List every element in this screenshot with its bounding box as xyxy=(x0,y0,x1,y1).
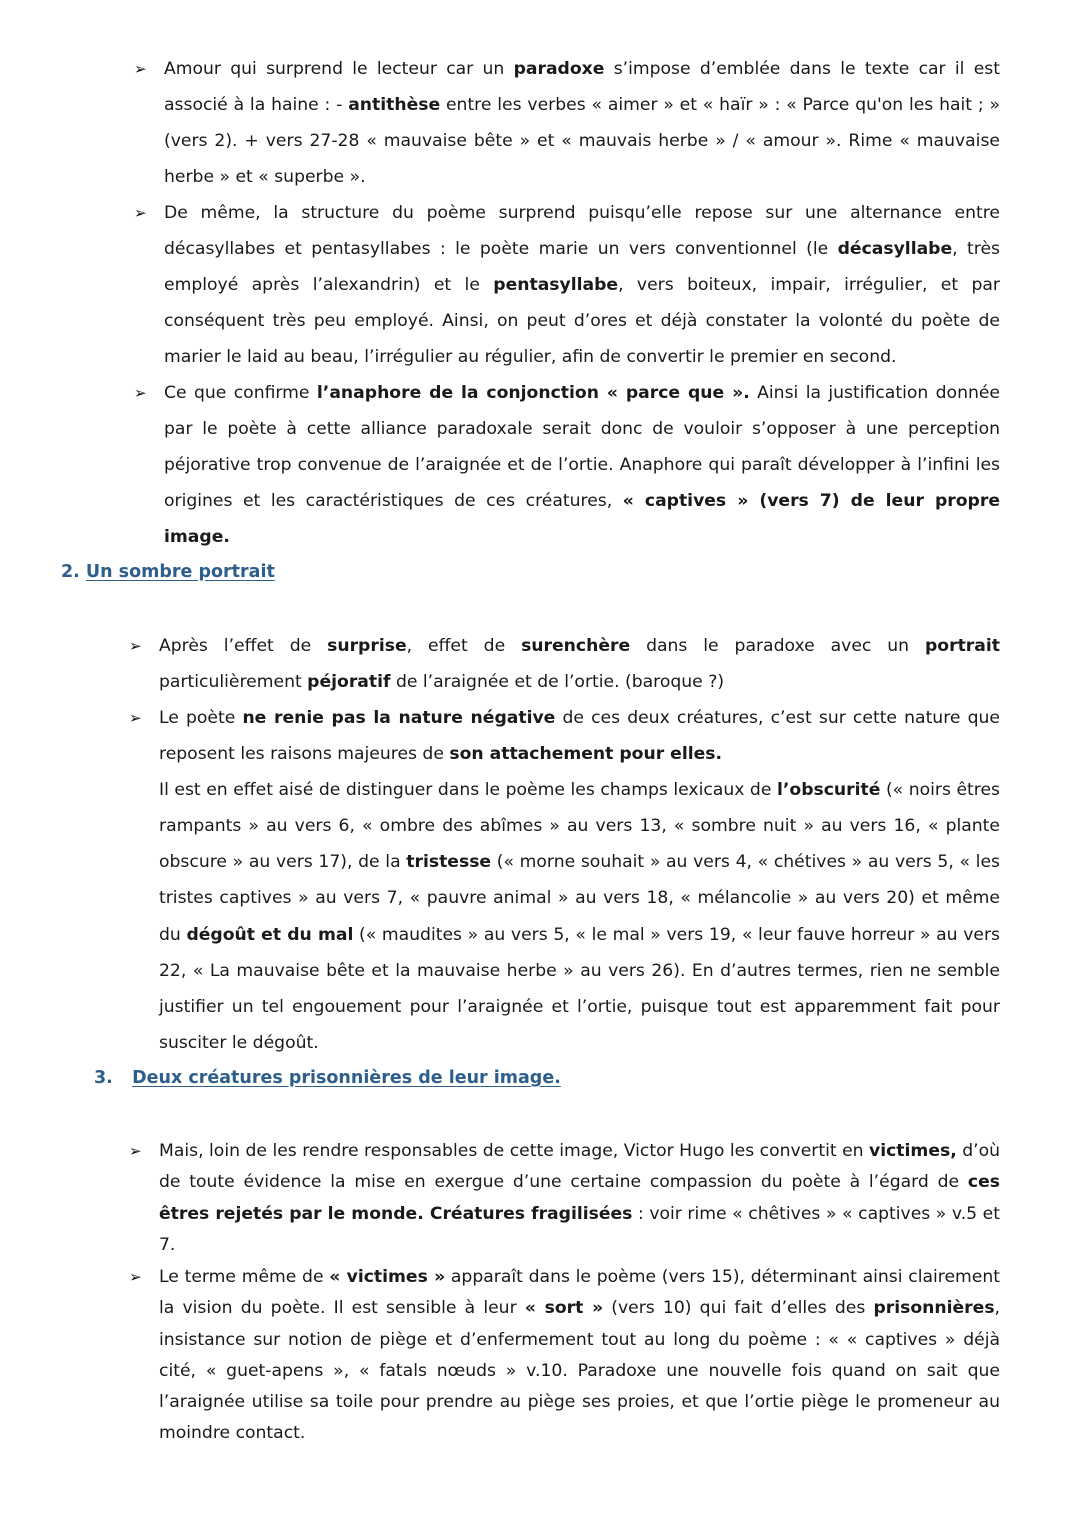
bullet-victimes xyxy=(129,1136,1000,1261)
heading-number: 2. xyxy=(61,562,80,582)
bold-text-run: pentasyllabe xyxy=(493,275,619,296)
bold-text-run: « captives » (vers 7) de leur propre image. xyxy=(164,491,1000,548)
bullet-anaphore xyxy=(134,375,1000,555)
text-run: (vers 10) qui fait d’elles des xyxy=(603,1298,874,1319)
paragraph xyxy=(164,51,1000,195)
text-run: Mais, loin de les rendre responsables de cette image, Victor Hugo les convertit en xyxy=(159,1141,870,1161)
text-run: (« maudites » au vers 5, « le mal » vers 19, « leur fauve horreur » au vers 22, « La mauvaise bête et la mauvaise herbe » au vers 26). En d’autres termes, rien ne semble justifier un tel engouement pour l’araignée et l’ortie, puisque tout est apparemment fait pour susciter le dégoût. xyxy=(159,924,1000,1053)
paragraph xyxy=(159,628,1000,700)
text-run: Amour qui surprend le lecteur car un xyxy=(164,59,514,79)
text-run: Ainsi la justification donnée par le poète à cette alliance paradoxale serait donc de vouloir s’opposer à une perception péjorative trop convenue de l’araignée et de l’ortie. Anaphore qui paraît développer à l’infini les origines et les caractéristiques de ces créatures, xyxy=(164,383,1001,512)
arrow-bullet-icon: ➢ xyxy=(129,1142,142,1160)
arrow-bullet-icon: ➢ xyxy=(129,1268,142,1286)
heading-title: Deux créatures prisonnières de leur image. xyxy=(132,1068,561,1088)
text-run: Il est en effet aisé de distinguer dans le poème les champs lexicaux de xyxy=(159,780,777,801)
text-run: particulièrement xyxy=(159,672,308,693)
bullet-amour-paradoxe xyxy=(134,51,1000,195)
text-run: (« morne souhait » au vers 4, « chétives » au vers 5, « les tristes captives » au vers 7, « pauvre animal » au vers 18, « mélancolie » au vers 20) et même du xyxy=(159,852,1000,945)
bullet-surprise xyxy=(129,628,1000,700)
bold-text-run: l’anaphore de la conjonction « parce que ». xyxy=(316,383,750,403)
bullet-terme-victimes xyxy=(129,1262,1000,1450)
arrow-bullet-icon: ➢ xyxy=(134,384,147,402)
text-run: Après l’effet de xyxy=(159,636,328,656)
bold-text-run: surprise xyxy=(327,636,407,656)
paragraph xyxy=(159,1136,1000,1261)
arrow-bullet-icon: ➢ xyxy=(134,60,147,78)
text-run: de ces deux créatures, c’est sur cette nature que reposent les raisons majeures de xyxy=(159,708,1000,765)
heading-title: Un sombre portrait xyxy=(85,562,275,582)
text-run: de l’araignée et de l’ortie. (baroque ?) xyxy=(390,672,725,693)
bold-text-run: dégoût et du mal xyxy=(186,924,354,945)
text-run: De même, la structure du poème surprend puisqu’elle repose sur une alternance entre décasyllabes et pentasyllabes : le poète marie un vers conventionnel (le xyxy=(164,203,1000,260)
text-run: , insistance sur notion de piège et d’enfermement tout au long du poème : « « captives » déjà cité, « guet-apens », « fatals nœuds » v.10. Paradoxe une nouvelle fois quand on sait que l’araignée utilise sa toile pour prendre au piège ses proies, et que l’ortie piège le promeneur au moindre contact. xyxy=(159,1298,1001,1444)
arrow-bullet-icon: ➢ xyxy=(134,204,147,222)
paragraph xyxy=(164,375,1000,555)
bold-text-run: prisonnières xyxy=(873,1298,995,1319)
text-run: dans le paradoxe avec un xyxy=(630,636,925,656)
bold-text-run: portrait xyxy=(925,636,1000,656)
heading-number: 3. xyxy=(94,1068,113,1088)
bold-text-run: décasyllabe xyxy=(837,239,953,260)
bullet-nature-negative xyxy=(129,700,1000,1061)
text-run: Le poète xyxy=(159,708,243,728)
text-run: s’impose d’emblée dans le texte car il est associé à la haine : - xyxy=(164,59,1000,116)
arrow-bullet-icon: ➢ xyxy=(129,637,142,655)
bold-text-run: péjoratif xyxy=(307,672,391,693)
text-run: apparaît dans le poème (vers 15), déterminant ainsi clairement la vision du poète. Il est sensible à leur xyxy=(159,1267,1000,1319)
section-heading-3 xyxy=(94,1068,561,1088)
paragraph xyxy=(159,700,1000,1061)
paragraph xyxy=(164,195,1000,375)
paragraph xyxy=(159,1262,1000,1450)
text-run: , très employé après l’alexandrin) et le xyxy=(164,239,1000,296)
text-run: , vers boiteux, impair, irrégulier, et par conséquent très peu employé. Ainsi, on peut d’ores et déjà constater la volonté du poète de marier le laid au beau, l’irrégulier au régulier, afin de convertir le premier en second. xyxy=(164,275,1001,368)
bullet-structure-poeme xyxy=(134,195,1000,375)
text-run: : voir rime « chêtives » « captives » v.5 et 7. xyxy=(159,1203,1000,1255)
text-run: Ce que confirme xyxy=(164,383,317,403)
bold-text-run: son attachement pour elles. xyxy=(449,744,723,765)
bold-text-run: victimes, xyxy=(869,1141,957,1161)
bold-text-run: antithèse xyxy=(348,95,441,116)
bold-text-run: l’obscurité xyxy=(776,780,881,801)
text-run: entre les verbes « aimer » et « haïr » : « Parce qu'on les hait ; » (vers 2). + vers 27-28 « mauvaise bête » et « mauvais herbe » / « amour ». Rime « mauvaise herbe » et « superbe ». xyxy=(164,95,1000,188)
bold-text-run: tristesse xyxy=(406,852,492,873)
arrow-bullet-icon: ➢ xyxy=(129,709,142,727)
bold-text-run: ces êtres rejetés par le monde. Créatures fragilisées xyxy=(159,1172,1000,1224)
bold-text-run: ne renie pas la nature négative xyxy=(242,708,556,728)
section-heading-2 xyxy=(61,562,275,582)
text-run: Le terme même de xyxy=(159,1267,330,1287)
bold-text-run: paradoxe xyxy=(513,59,605,79)
bold-text-run: « sort » xyxy=(524,1298,604,1319)
bold-text-run: « victimes » xyxy=(329,1267,446,1287)
bold-text-run: surenchère xyxy=(521,636,631,656)
text-run: , effet de xyxy=(406,636,522,656)
text-run: (« noirs êtres rampants » au vers 6, « ombre des abîmes » au vers 13, « sombre nuit » au vers 16, « plante obscure » au vers 17), de la xyxy=(159,780,1000,873)
text-run: d’où de toute évidence la mise en exergue d’une certaine compassion du poète à l’égard de xyxy=(159,1141,1000,1193)
